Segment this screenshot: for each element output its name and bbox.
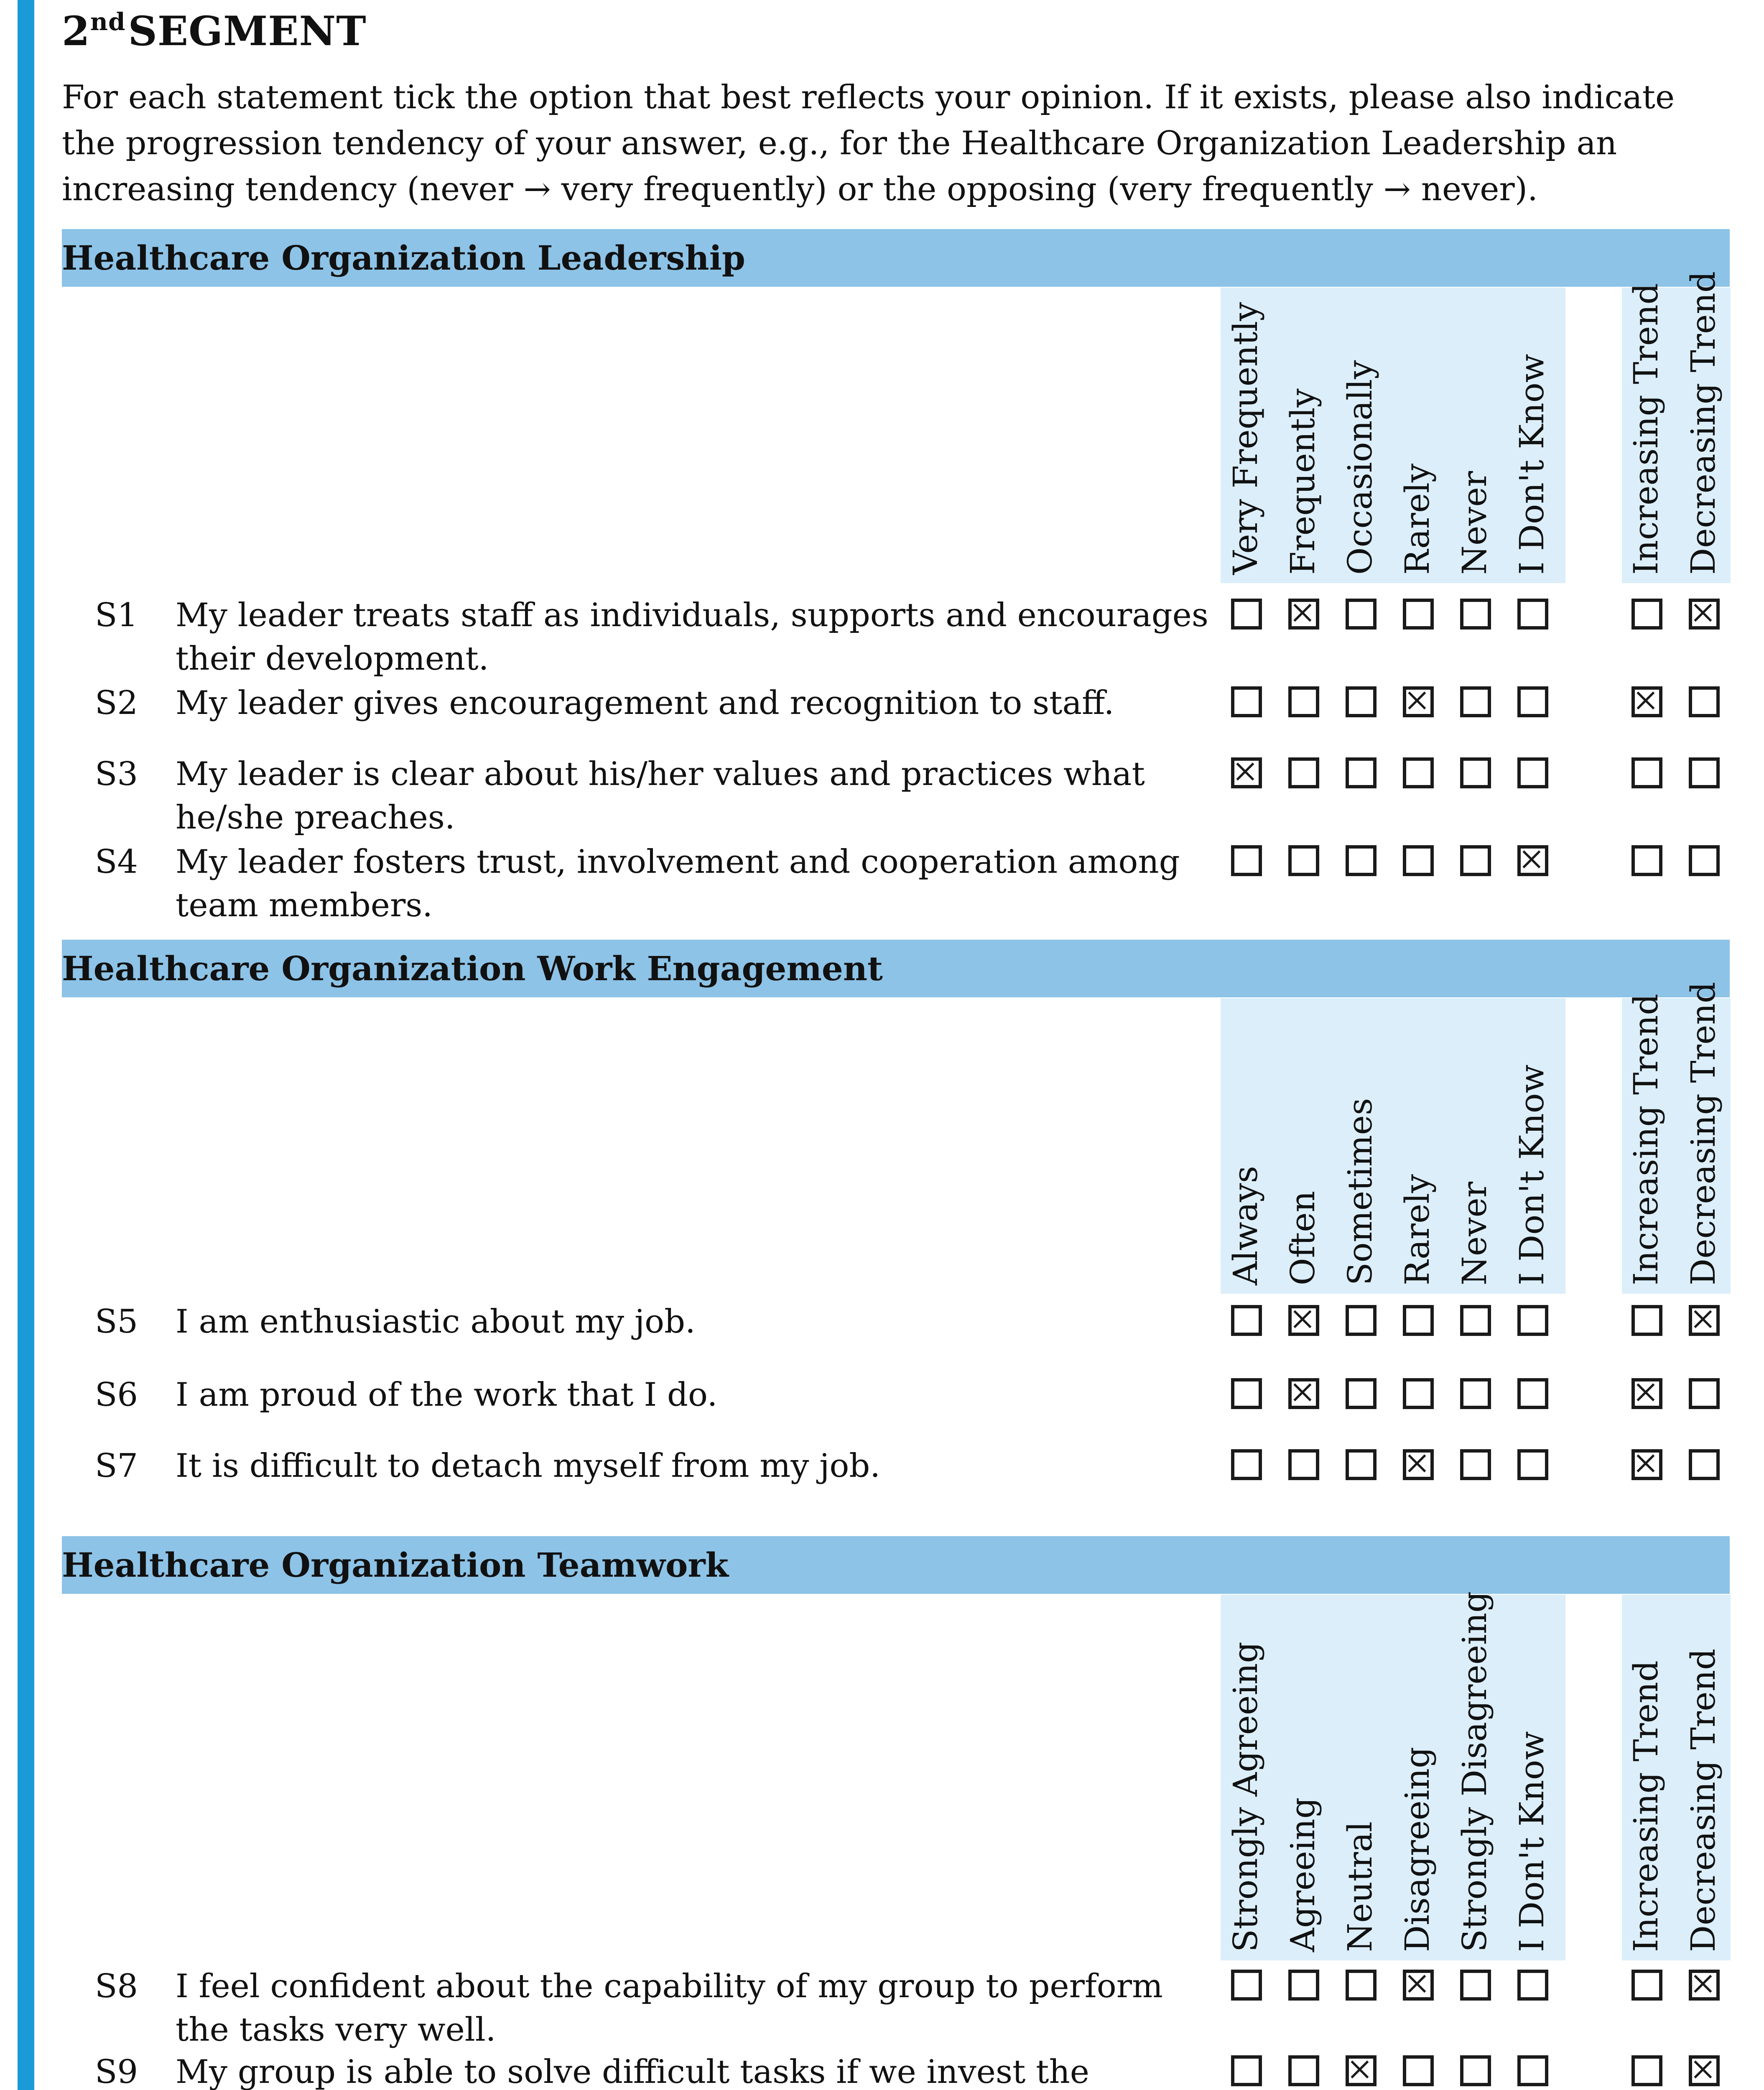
statement-id: S1 xyxy=(94,596,138,634)
statement-id: S4 xyxy=(94,843,138,881)
answer-checkbox[interactable] xyxy=(1517,686,1548,717)
segment-ordinal-suffix: nd xyxy=(90,8,126,36)
trend-checkbox[interactable] xyxy=(1631,1970,1662,2001)
trend-label: Decreasing Trend xyxy=(1684,1648,1723,1952)
statement-id: S7 xyxy=(94,1447,138,1485)
answer-checkbox[interactable] xyxy=(1231,599,1262,630)
answer-checkbox[interactable] xyxy=(1403,1378,1434,1409)
segment-title-text: SEGMENT xyxy=(128,8,367,55)
answer-checkbox[interactable] xyxy=(1403,1449,1434,1480)
statement-text: My leader gives encouragement and recognition to staff. xyxy=(176,684,1114,722)
answer-checkbox[interactable] xyxy=(1346,599,1377,630)
section-banner xyxy=(62,1536,1730,1594)
option-label: Frequently xyxy=(1283,388,1322,575)
statement-id: S8 xyxy=(94,1968,138,2005)
trend-checkbox[interactable] xyxy=(1689,845,1720,876)
answer-checkbox[interactable] xyxy=(1346,686,1377,717)
option-label: Rarely xyxy=(1398,463,1437,575)
trend-checkbox[interactable] xyxy=(1631,757,1662,788)
answer-checkbox[interactable] xyxy=(1346,1305,1377,1336)
answer-checkbox[interactable] xyxy=(1346,1970,1377,2001)
answer-checkbox[interactable] xyxy=(1231,2055,1262,2086)
trend-checkbox[interactable] xyxy=(1689,686,1720,717)
answer-checkbox[interactable] xyxy=(1460,1449,1491,1480)
trend-checkbox[interactable] xyxy=(1689,2055,1720,2086)
trend-checkbox[interactable] xyxy=(1631,2055,1662,2086)
answer-checkbox[interactable] xyxy=(1231,757,1262,788)
option-label: I Don't Know xyxy=(1512,1064,1551,1285)
instructions: For each statement tick the option that best reflects your opinion. If it exists, please also indicate the progression tendency of your answer, e.g., for the Healthcare Organization Leadership an increasing tendency (never → very frequently) or the opposing (very frequently → never). xyxy=(62,79,1675,208)
segment-ordinal: 2 xyxy=(62,8,90,55)
answer-checkbox[interactable] xyxy=(1288,1378,1319,1409)
option-label: Sometimes xyxy=(1341,1098,1379,1285)
option-label: Always xyxy=(1226,1166,1265,1285)
trend-checkbox[interactable] xyxy=(1689,1970,1720,2001)
answer-checkbox[interactable] xyxy=(1231,686,1262,717)
answer-checkbox[interactable] xyxy=(1403,2055,1434,2086)
answer-checkbox[interactable] xyxy=(1403,686,1434,717)
option-label: Strongly Agreeing xyxy=(1226,1641,1265,1952)
trend-checkbox[interactable] xyxy=(1631,1305,1662,1336)
trend-checkbox[interactable] xyxy=(1631,1378,1662,1409)
trend-checkbox[interactable] xyxy=(1631,599,1662,630)
answer-checkbox[interactable] xyxy=(1460,599,1491,630)
statement-text: My leader is clear about his/her values and practices what he/she preaches. xyxy=(176,755,1145,836)
trend-checkbox[interactable] xyxy=(1689,757,1720,788)
segment-title xyxy=(62,8,367,55)
answer-checkbox[interactable] xyxy=(1517,1305,1548,1336)
answer-checkbox[interactable] xyxy=(1231,845,1262,876)
trend-label: Decreasing Trend xyxy=(1684,271,1723,575)
statement-text: I am proud of the work that I do. xyxy=(176,1376,718,1414)
statement-text: I am enthusiastic about my job. xyxy=(176,1303,696,1341)
option-label: Very Frequently xyxy=(1226,302,1265,575)
trend-label: Increasing Trend xyxy=(1626,1660,1665,1952)
answer-checkbox[interactable] xyxy=(1517,1970,1548,2001)
option-label: Often xyxy=(1283,1190,1322,1285)
trend-checkbox[interactable] xyxy=(1631,1449,1662,1480)
answer-checkbox[interactable] xyxy=(1231,1449,1262,1480)
answer-checkbox[interactable] xyxy=(1460,757,1491,788)
option-label: Never xyxy=(1455,471,1494,575)
option-label: Disagreeing xyxy=(1398,1747,1437,1952)
answer-checkbox[interactable] xyxy=(1517,2055,1548,2086)
answer-checkbox[interactable] xyxy=(1460,1970,1491,2001)
answer-checkbox[interactable] xyxy=(1460,845,1491,876)
answer-checkbox[interactable] xyxy=(1288,845,1319,876)
statement-id: S9 xyxy=(94,2053,138,2090)
statement-text: It is difficult to detach myself from my job. xyxy=(176,1447,881,1485)
section-banner xyxy=(62,940,1730,997)
answer-checkbox[interactable] xyxy=(1231,1305,1262,1336)
option-label: I Don't Know xyxy=(1512,354,1551,575)
answer-checkbox[interactable] xyxy=(1403,757,1434,788)
trend-label: Increasing Trend xyxy=(1626,994,1665,1285)
answer-checkbox[interactable] xyxy=(1517,845,1548,876)
statement-id: S3 xyxy=(94,755,138,793)
statement-text: My leader fosters trust, involvement and cooperation among team members. xyxy=(176,843,1180,924)
trend-label: Decreasing Trend xyxy=(1684,981,1723,1285)
answer-checkbox[interactable] xyxy=(1460,2055,1491,2086)
trend-checkbox[interactable] xyxy=(1631,686,1662,717)
statement-text: My leader treats staff as individuals, supports and encourages their development. xyxy=(176,596,1208,678)
statement-text: I feel confident about the capability of my group to perform the tasks very well. xyxy=(176,1968,1163,2049)
answer-checkbox[interactable] xyxy=(1517,599,1548,630)
option-label: I Don't Know xyxy=(1512,1731,1551,1952)
answer-checkbox[interactable] xyxy=(1346,1449,1377,1480)
option-label: Neutral xyxy=(1341,1821,1379,1952)
answer-checkbox[interactable] xyxy=(1403,845,1434,876)
trend-checkbox[interactable] xyxy=(1689,1378,1720,1409)
answer-checkbox[interactable] xyxy=(1346,2055,1377,2086)
answer-checkbox[interactable] xyxy=(1288,1970,1319,2001)
section-banner xyxy=(62,229,1730,287)
answer-checkbox[interactable] xyxy=(1517,1449,1548,1480)
section-title: Healthcare Organization Teamwork xyxy=(62,1545,729,1585)
trend-checkbox[interactable] xyxy=(1689,1449,1720,1480)
trend-label: Increasing Trend xyxy=(1626,283,1665,575)
trend-checkbox[interactable] xyxy=(1689,599,1720,630)
answer-checkbox[interactable] xyxy=(1403,599,1434,630)
trend-checkbox[interactable] xyxy=(1689,1305,1720,1336)
option-label: Occasionally xyxy=(1341,360,1379,575)
answer-checkbox[interactable] xyxy=(1517,757,1548,788)
answer-checkbox[interactable] xyxy=(1288,2055,1319,2086)
trend-checkbox[interactable] xyxy=(1631,845,1662,876)
statement-id: S5 xyxy=(94,1303,138,1341)
option-label: Strongly Disagreeing xyxy=(1455,1591,1494,1952)
section-title: Healthcare Organization Leadership xyxy=(62,238,745,278)
answer-checkbox[interactable] xyxy=(1231,1378,1262,1409)
answer-checkbox[interactable] xyxy=(1460,686,1491,717)
answer-checkbox[interactable] xyxy=(1346,845,1377,876)
statement-id: S2 xyxy=(94,684,138,722)
answer-checkbox[interactable] xyxy=(1403,1970,1434,2001)
answer-checkbox[interactable] xyxy=(1288,1305,1319,1336)
answer-checkbox[interactable] xyxy=(1288,686,1319,717)
answer-checkbox[interactable] xyxy=(1231,1970,1262,2001)
answer-checkbox[interactable] xyxy=(1288,757,1319,788)
option-label: Never xyxy=(1455,1181,1494,1285)
answer-checkbox[interactable] xyxy=(1346,757,1377,788)
section-title: Healthcare Organization Work Engagement xyxy=(62,949,883,988)
statement-text: My group is able to solve difficult tasks if we invest the xyxy=(176,2053,1089,2090)
answer-checkbox[interactable] xyxy=(1517,1378,1548,1409)
option-label: Agreeing xyxy=(1283,1797,1322,1952)
answer-checkbox[interactable] xyxy=(1460,1305,1491,1336)
option-label: Rarely xyxy=(1398,1174,1437,1285)
answer-checkbox[interactable] xyxy=(1288,599,1319,630)
answer-checkbox[interactable] xyxy=(1460,1378,1491,1409)
answer-checkbox[interactable] xyxy=(1288,1449,1319,1480)
statement-id: S6 xyxy=(94,1376,138,1414)
answer-checkbox[interactable] xyxy=(1346,1378,1377,1409)
answer-checkbox[interactable] xyxy=(1403,1305,1434,1336)
